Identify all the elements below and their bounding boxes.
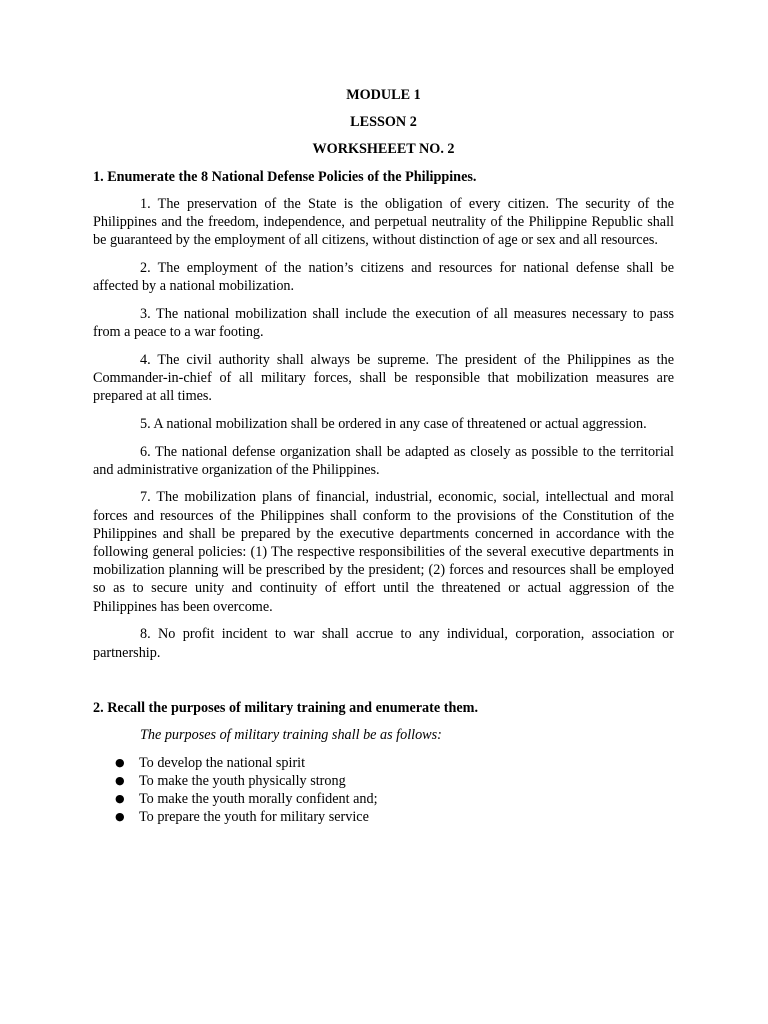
- policy-paragraph-7: 7. The mobilization plans of financial, industrial, economic, social, intellectual and moral forces and resources of the Philippines shall conform to the provisions of the Constitution of the Philippines and shall be prepared by the executive departments concerned in accordance with the following general policies: (1) The respective responsibilities of the several executive departments in mobilization planning will be prescribed by the president; (2) forces and resources shall be employed so as to secure unity and continuity of effort until the threatened or actual aggression of the Philippines has been overcome.: [93, 489, 674, 615]
- module-heading: MODULE 1: [346, 87, 421, 103]
- policy-paragraph-4: 4. The civil authority shall always be supreme. The president of the Philippines as the Commander-in-chief of all military forces, shall be responsible that mobilization measures are prepared at all times.: [93, 351, 674, 405]
- policy-paragraph-2: 2. The employment of the nation’s citizens and resources for national defense shall be affected by a national mobilization.: [93, 259, 674, 295]
- policy-paragraph-3: 3. The national mobilization shall include the execution of all measures necessary to pass from a peace to a war footing.: [93, 305, 674, 340]
- question-1: 1. Enumerate the 8 National Defense Policies of the Philippines.: [93, 168, 477, 185]
- bullet-icon: ●: [115, 810, 125, 824]
- worksheet-page: [93, 86, 674, 826]
- list-item: [93, 790, 674, 808]
- worksheet-heading: WORKSHEEET NO. 2: [312, 141, 455, 158]
- list-item: [93, 772, 674, 790]
- policy-paragraph-5: 5. A national mobilization shall be ordered in any case of threatened or actual aggression.: [140, 415, 647, 432]
- section-spacer: [93, 671, 674, 699]
- purposes-list: [93, 754, 674, 827]
- lesson-heading: LESSON 2: [350, 114, 417, 131]
- bullet-icon: ●: [115, 792, 125, 806]
- purpose-text: To make the youth physically strong: [139, 772, 346, 789]
- question-2: 2. Recall the purposes of military training and enumerate them.: [93, 700, 478, 717]
- policy-paragraph-1: 1. The preservation of the State is the obligation of every citizen. The security of the Philippines and the freedom, independence, and perpetual neutrality of the Philippine Republic shall be guaranteed by the employment of all citizens, without distinction of age or sex and all resources.: [93, 195, 674, 249]
- bullet-icon: ●: [115, 773, 125, 787]
- purpose-text: To make the youth morally confident and;: [139, 791, 378, 808]
- purpose-text: To develop the national spirit: [139, 754, 306, 771]
- purpose-text: To prepare the youth for military service: [139, 809, 369, 826]
- purposes-intro: The purposes of military training shall be as follows:: [140, 727, 442, 744]
- bullet-icon: ●: [115, 755, 125, 769]
- list-item: [93, 808, 674, 826]
- policy-paragraph-6: 6. The national defense organization shall be adapted as closely as possible to the territorial and administrative organization of the Philippines.: [93, 443, 674, 478]
- policy-paragraph-8: 8. No profit incident to war shall accrue to any individual, corporation, association or partnership.: [93, 626, 674, 661]
- list-item: [93, 754, 674, 772]
